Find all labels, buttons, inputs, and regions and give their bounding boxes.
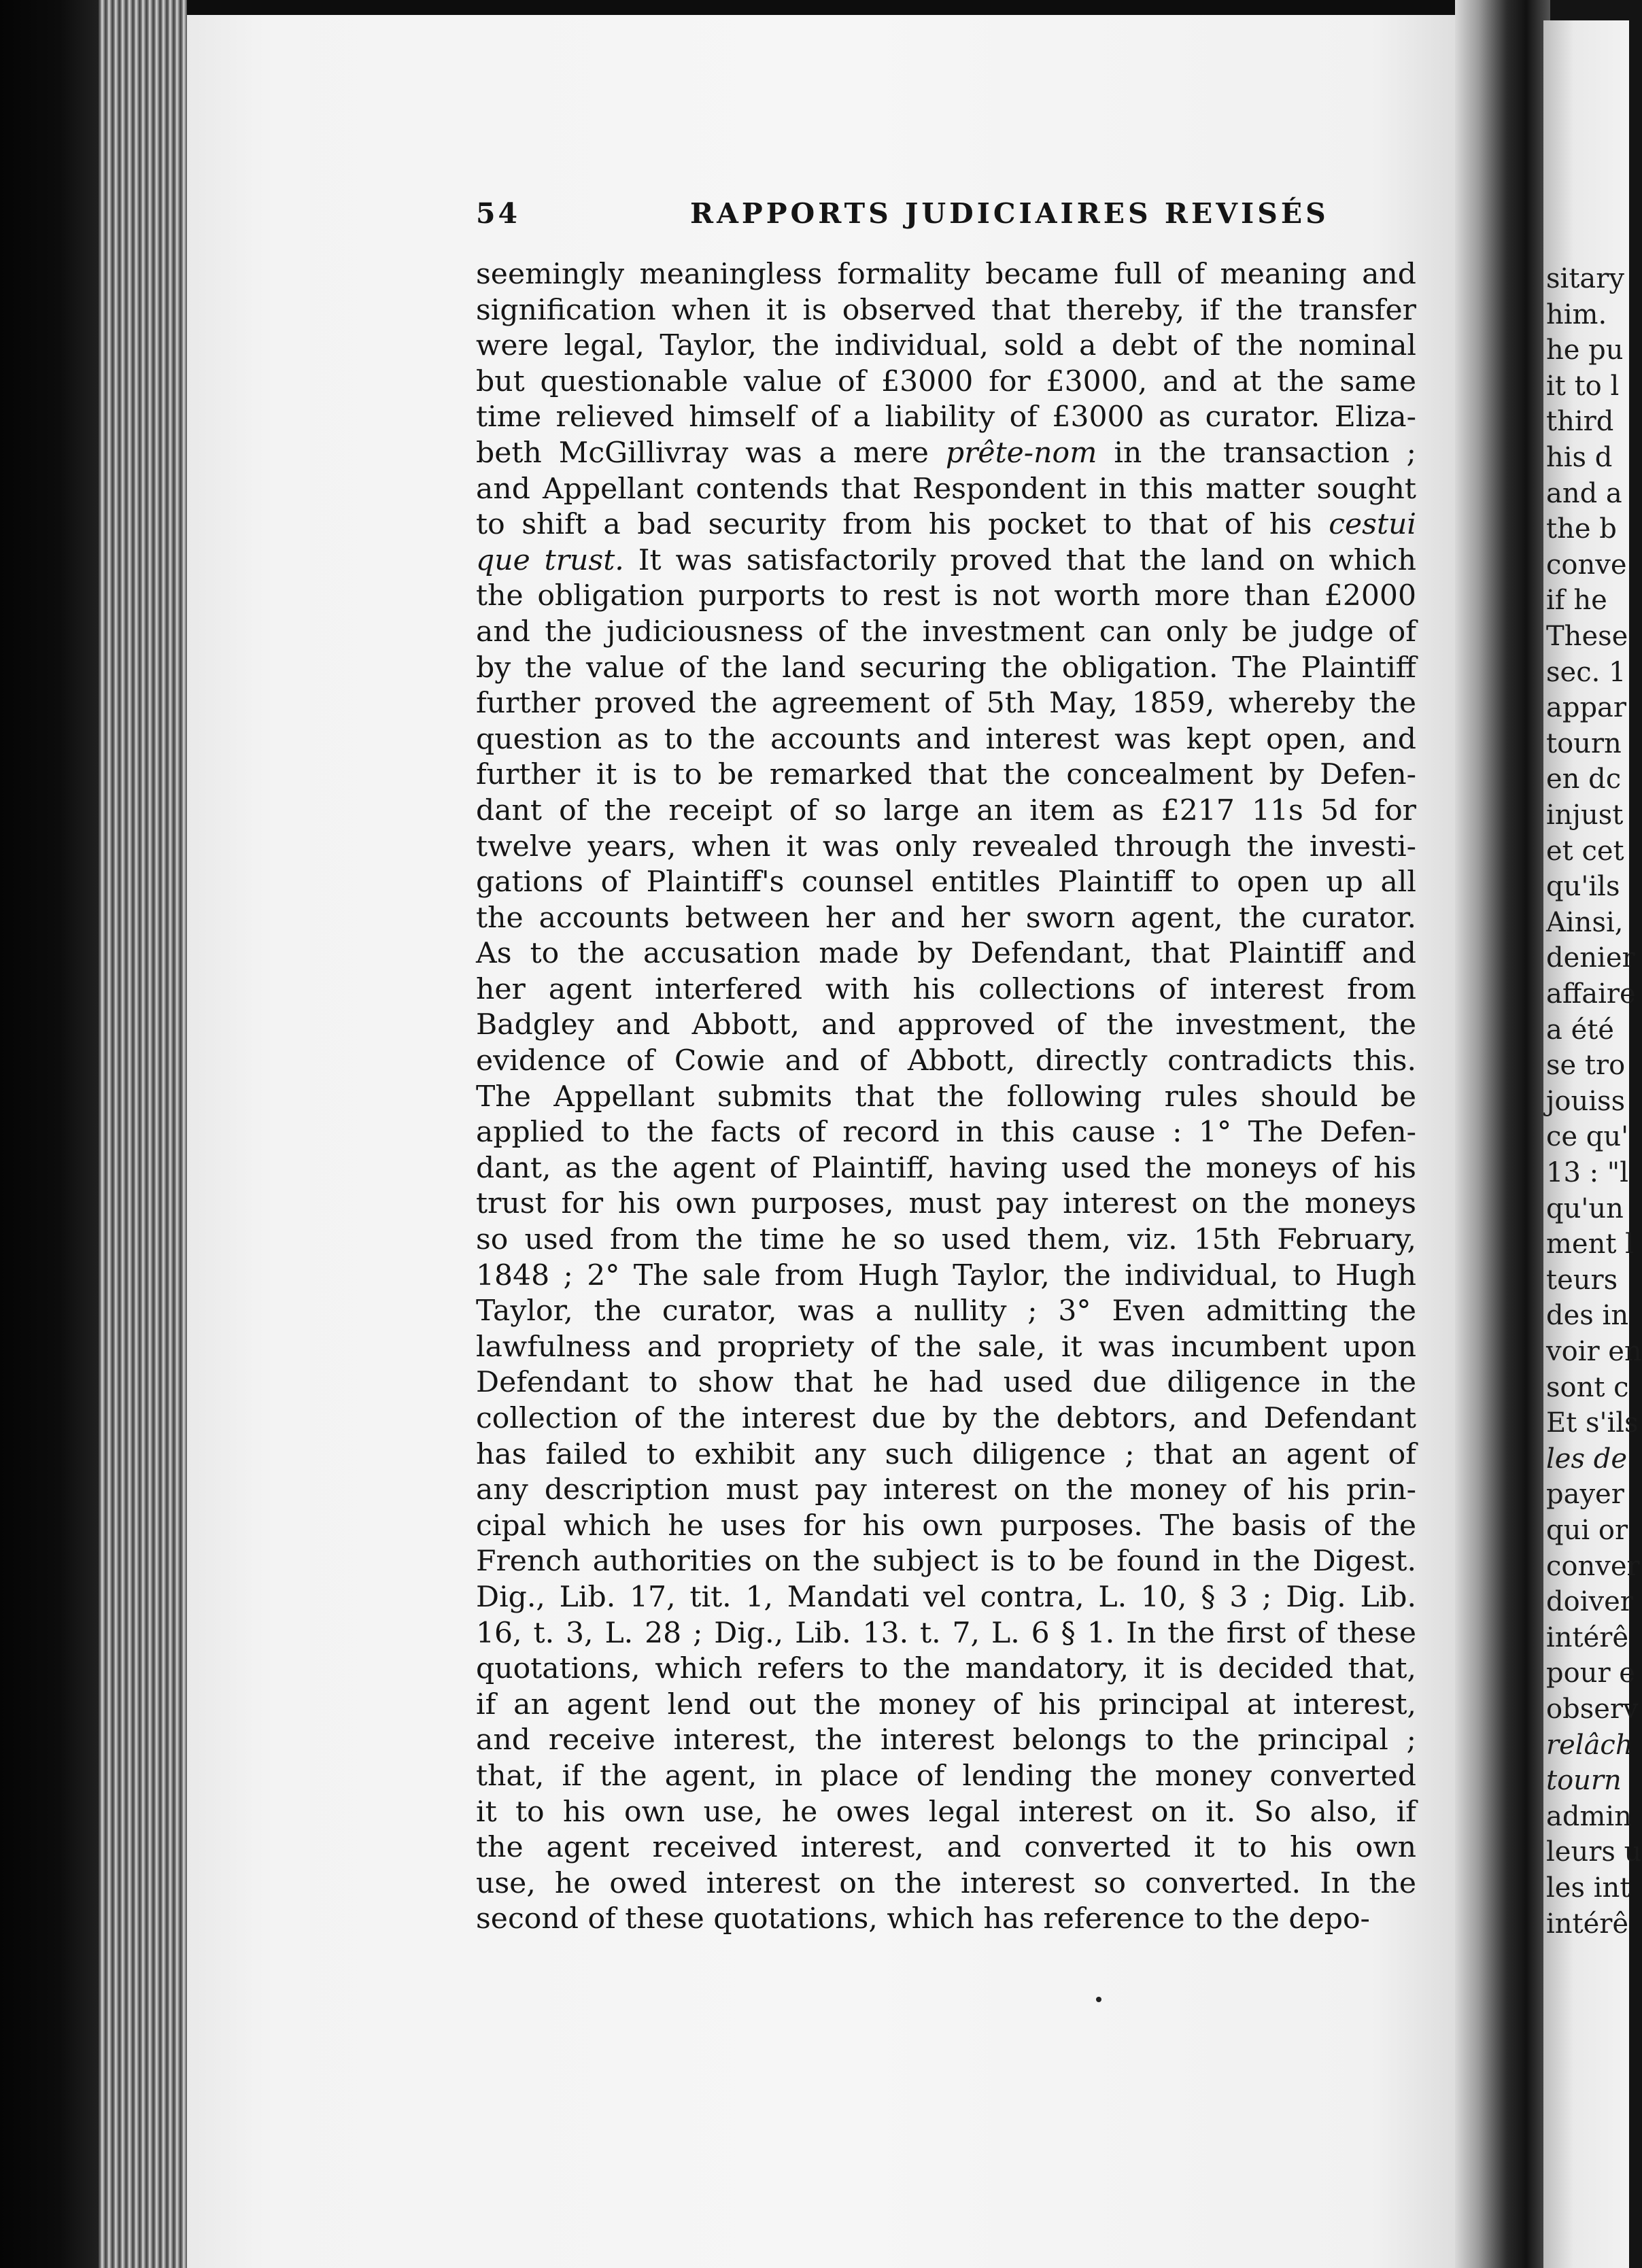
right-page-fragment: sec. 1 [1546,656,1626,688]
text-run: time relieved himself of a liability of £3000 as curator. Eliza- [476,400,1416,434]
right-page-fragment: These [1546,621,1628,652]
text-run: second of these quotations, which has reference to the depo- [476,1902,1370,1936]
right-page-fragment: affaire [1546,978,1636,1010]
right-page [1543,20,1642,2268]
text-line [476,1651,1416,1687]
text-line [476,901,1416,937]
text-line [476,1080,1416,1116]
text-line [476,1151,1416,1187]
text-run: so used from the time he so used them, viz. 15th February, [476,1223,1416,1257]
text-line [476,400,1416,436]
text-line [476,436,1416,472]
right-page-fragment: et cet [1546,835,1624,867]
text-line [476,1723,1416,1759]
right-page-fragment: les de [1546,1443,1627,1475]
text-line [476,472,1416,508]
right-page-fragment: ce qu' [1546,1121,1629,1153]
text-line [476,1044,1416,1080]
text-run: It was satisfactorily proved that the land on which [623,543,1417,577]
text-run: has failed to exhibit any such diligence ; that an agent of [476,1437,1416,1471]
text-run: lawfulness and propriety of the sale, it was incumbent upon [476,1330,1416,1364]
text-line [476,1687,1416,1723]
right-page-fragment: teurs [1546,1264,1618,1296]
text-run: the obligation purports to rest is not worth more than £2000 [476,579,1416,613]
right-page-fragment: he pu [1546,334,1624,366]
text-line [476,757,1416,793]
text-line [476,865,1416,901]
right-page-fragment: injust [1546,800,1624,831]
text-run: Defendant to show that he had used due diligence in the [476,1366,1416,1400]
text-line [476,1365,1416,1401]
italic-run: que trust. [476,543,624,577]
right-page-fragment: payer [1546,1479,1624,1511]
text-line [476,651,1416,687]
text-line [476,793,1416,829]
text-run: As to the accusation made by Defendant, that Plaintiff and [476,937,1416,971]
text-run: if an agent lend out the money of his principal at interest, [476,1687,1416,1721]
right-page-fragment: intérê [1546,1908,1629,1940]
ink-speck [1096,1997,1101,2002]
right-page-fragment: les int [1546,1872,1631,1904]
book-binding [0,0,99,2268]
text-run: but questionable value of £3000 for £3000, and at the same [476,364,1416,398]
text-line [476,1866,1416,1902]
right-page-fragment: sont c [1546,1371,1629,1403]
text-run: that, if the agent, in place of lending the money converted [476,1759,1416,1793]
text-line [476,1401,1416,1437]
text-run: any description must pay interest on the money of his prin- [476,1473,1416,1507]
right-page-fragment: a été [1546,1014,1614,1046]
text-run: were legal, Taylor, the individual, sold a debt of the nominal [476,329,1416,363]
right-page-fragment: appar [1546,692,1627,724]
text-run: and receive interest, the interest belongs to the principal ; [476,1723,1416,1757]
right-page-fragment: des in [1546,1300,1629,1332]
right-page-fragment: observ [1546,1694,1639,1725]
text-run: dant of the receipt of so large an item as £217 11s 5d for [476,793,1416,827]
right-page-fragment: admin [1546,1800,1632,1832]
text-run: Dig., Lib. 17, tit. 1, Mandati vel contra, L. 10, § 3 ; Dig. Lib. [476,1580,1416,1614]
right-page-fragment: pour e [1546,1657,1635,1689]
text-run: signification when it is observed that thereby, if the transfer [476,293,1416,327]
text-line [476,1186,1416,1222]
text-run: the agent received interest, and converted it to his own [476,1831,1416,1865]
right-page-fragment: se tro [1546,1050,1626,1082]
text-run: question as to the accounts and interest was kept open, and [476,722,1416,756]
text-run: seemingly meaningless formality became full of meaning and [476,258,1416,291]
text-line [476,364,1416,400]
text-line [476,1330,1416,1366]
text-line [476,1222,1416,1258]
text-line [476,1509,1416,1545]
text-run: gations of Plaintiff's counsel entitles Plaintiff to open up all [476,865,1416,899]
text-run: and Appellant contends that Respondent in this matter sought [476,472,1416,506]
right-page-fragment: qu'un [1546,1192,1624,1224]
right-page-fragment: if he [1546,585,1607,617]
right-page-fragment: and a [1546,477,1622,509]
text-line [476,1473,1416,1509]
text-line [476,1294,1416,1330]
text-line [476,1759,1416,1795]
right-page-fragment: conver [1546,1550,1640,1582]
text-run: collection of the interest due by the debtors, and Defendant [476,1402,1416,1435]
text-line [476,507,1416,543]
right-page-fragment: 13 : "l [1546,1157,1628,1188]
right-page-fragment: him. [1546,298,1607,330]
text-run: The Appellant submits that the following rules should be [476,1080,1416,1114]
text-line [476,686,1416,722]
text-run: cipal which he uses for his own purposes. The basis of the [476,1509,1416,1543]
text-run: by the value of the land securing the obligation. The Plaintiff [476,651,1416,685]
body-text [476,257,1416,1938]
text-line [476,328,1416,364]
text-line [476,1580,1416,1616]
text-run: Badgley and Abbott, and approved of the investment, the [476,1008,1416,1042]
text-run: 16, t. 3, L. 28 ; Dig., Lib. 13. t. 7, L. 6 § 1. In the first of these [476,1616,1416,1650]
right-page-fragment: conve [1546,549,1627,581]
text-run: quotations, which refers to the mandatory, it is decided that, [476,1652,1416,1686]
text-line [476,722,1416,758]
text-line [476,1115,1416,1151]
text-run: further proved the agreement of 5th May, 1859, whereby the [476,687,1416,721]
text-line [476,1544,1416,1580]
right-page-fragment: ment l [1546,1228,1634,1260]
text-line [476,1008,1416,1044]
text-line [476,1258,1416,1294]
text-run: the accounts between her and her sworn agent, the curator. [476,901,1416,935]
text-run: and the judiciousness of the investment can only be judge of [476,615,1416,649]
page-header [476,197,1428,238]
right-page-fragment: voir en [1546,1336,1642,1367]
italic-run: cestui [1329,508,1416,542]
text-line [476,257,1416,293]
right-page-fragment: Ainsi, [1546,906,1624,938]
italic-run: prête-nom [945,436,1097,470]
text-run: trust for his own purposes, must pay interest on the moneys [476,1187,1416,1221]
text-line [476,1830,1416,1866]
text-run: twelve years, when it was only revealed through the investi- [476,829,1416,863]
text-line [476,579,1416,615]
text-line [476,1902,1416,1938]
text-run: it to his own use, he owes legal interest on it. So also, if [476,1795,1416,1829]
right-page-fragment: qui or [1546,1515,1628,1546]
text-run: to shift a bad security from his pocket to that of his [476,508,1329,542]
right-page-fragment: intérê [1546,1621,1629,1653]
text-line [476,615,1416,651]
text-run: French authorities on the subject is to be found in the Digest. [476,1545,1416,1579]
text-run: use, he owed interest on the interest so converted. In the [476,1866,1416,1900]
text-run: in the transaction ; [1097,436,1416,470]
text-line [476,936,1416,972]
text-run: 1848 ; 2° The sale from Hugh Taylor, the individual, to Hugh [476,1258,1416,1292]
text-run: dant, as the agent of Plaintiff, having used the moneys of his [476,1151,1416,1185]
text-line [476,1437,1416,1473]
text-run: applied to the facts of record in this cause : 1° The Defen- [476,1116,1416,1150]
text-line [476,829,1416,865]
text-run: her agent interfered with his collections of interest from [476,972,1416,1006]
right-page-fragment: qu'ils [1546,871,1620,903]
book-gutter [1455,0,1550,2268]
text-line [476,293,1416,329]
text-run: beth McGillivray was a mere [476,436,946,470]
right-page-fragment: tourn [1546,727,1622,759]
text-line [476,972,1416,1008]
right-page-fragment: sitary [1546,263,1624,294]
right-page-fragment: jouiss [1546,1085,1626,1117]
running-head: RAPPORTS JUDICIAIRES REVISÉS [690,197,1329,230]
right-page-fragment: relâch [1546,1729,1633,1761]
text-run: evidence of Cowie and of Abbott, directly contradicts this. [476,1044,1416,1078]
text-line [476,1616,1416,1652]
text-run: Taylor, the curator, was a nullity ; 3° Even admitting the [476,1294,1416,1328]
right-page-fragment: denier [1546,942,1635,974]
text-run: further it is to be remarked that the concealment by Defen- [476,758,1416,792]
right-page-fragment: en dc [1546,763,1622,795]
top-shadow [187,0,1499,15]
page-edges [99,0,187,2268]
right-page-fragment: the b [1546,513,1617,545]
right-page-fragment: doiver [1546,1586,1633,1618]
right-page-fragment: third [1546,406,1614,438]
right-page-fragment: it to l [1546,370,1620,402]
right-page-fragment: tourn [1546,1765,1622,1797]
page-number: 54 [476,197,521,230]
right-page-fragment: leurs u [1546,1836,1642,1868]
text-line [476,543,1416,579]
right-page-fragment: his d [1546,442,1613,473]
right-page-fragment: Et s'ils [1546,1407,1639,1439]
text-line [476,1795,1416,1831]
